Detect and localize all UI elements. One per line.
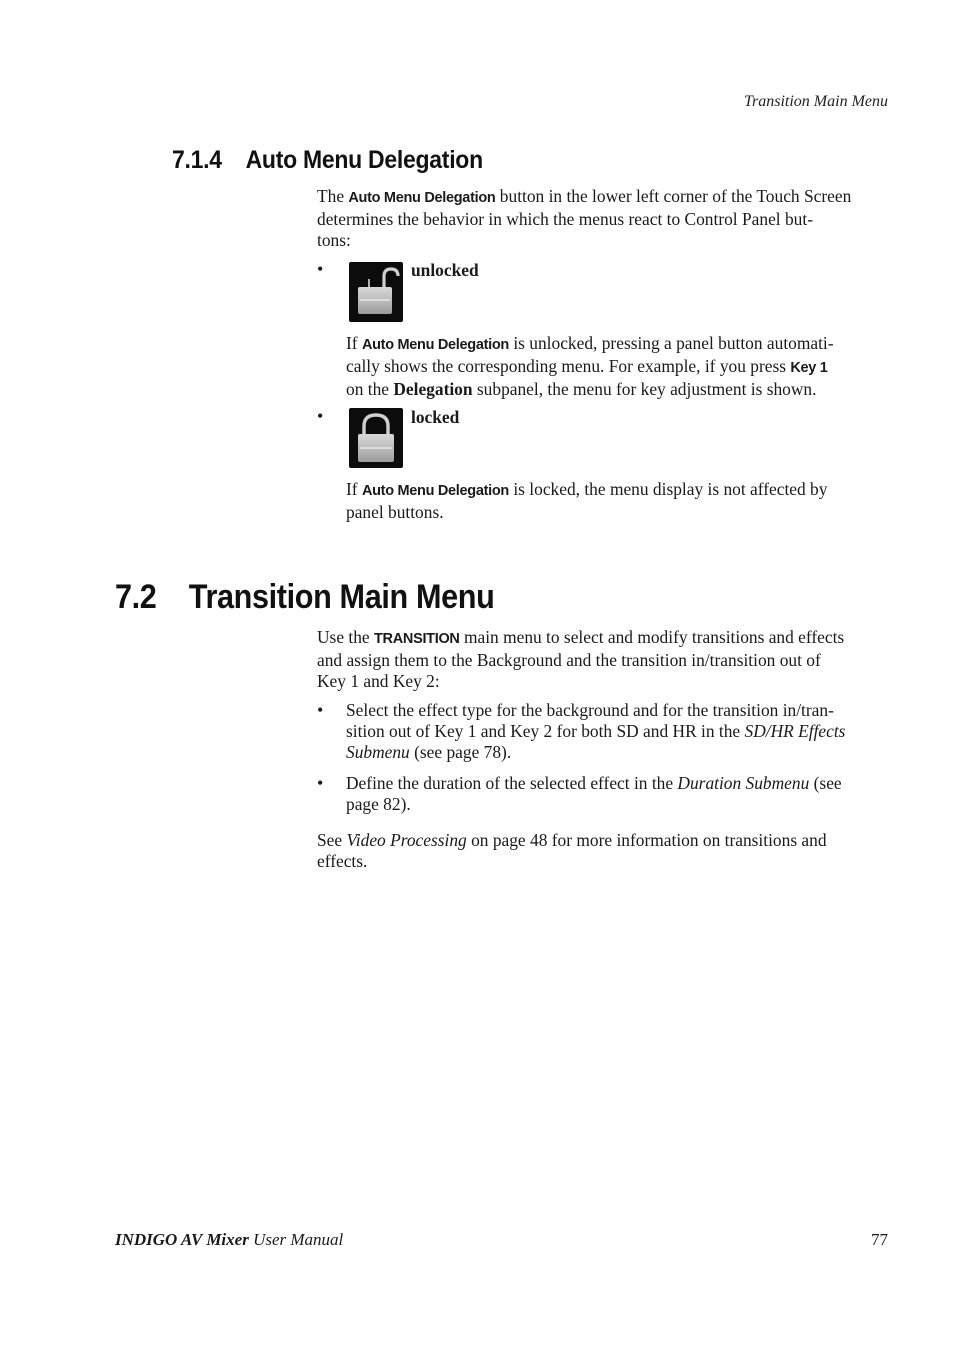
running-head: Transition Main Menu bbox=[743, 93, 888, 110]
bullet: • bbox=[317, 259, 324, 279]
ui-term: Auto Menu Delegation bbox=[361, 337, 509, 353]
section-heading-7-2 bbox=[115, 578, 494, 617]
section-number: 7.1.4 bbox=[172, 146, 222, 174]
intro-paragraph: The Auto Menu Delegation button in the lower left corner of the Touch Screen determines the behavior in which the menus react to Control Panel but- tons: bbox=[317, 186, 852, 250]
bullet: • bbox=[317, 773, 324, 793]
unlocked-padlock-icon bbox=[349, 262, 403, 322]
locked-padlock-icon bbox=[349, 408, 403, 468]
see-also-paragraph: See Video Processing on page 48 for more information on transitions and effects. bbox=[317, 830, 827, 871]
ui-term: Auto Menu Delegation bbox=[348, 190, 496, 206]
section-heading-7-1-4 bbox=[172, 146, 483, 175]
unlocked-description: If Auto Menu Delegation is unlocked, pressing a panel button automati- cally shows the corresponding menu. For example, if you press Key 1 on the Delegation subpanel, the menu for key adjustment is shown. bbox=[346, 333, 834, 399]
page-number: 77 bbox=[871, 1230, 888, 1249]
section-number: 7.2 bbox=[115, 578, 157, 616]
unlocked-label: unlocked bbox=[411, 260, 479, 280]
locked-label: locked bbox=[411, 407, 460, 427]
ui-term: Auto Menu Delegation bbox=[361, 483, 509, 499]
ui-term: Key 1 bbox=[790, 360, 828, 376]
list-item: Define the duration of the selected effect in the Duration Submenu (see page 82). bbox=[346, 773, 842, 814]
ui-term: TRANSITION bbox=[374, 631, 460, 647]
section-title: Transition Main Menu bbox=[188, 578, 495, 616]
locked-description: If Auto Menu Delegation is locked, the menu display is not affected by panel buttons. bbox=[346, 479, 828, 522]
section-title: Auto Menu Delegation bbox=[245, 146, 483, 174]
transition-intro-paragraph: Use the TRANSITION main menu to select and modify transitions and effects and assign them to the Background and the transition in/transition out of Key 1 and Key 2: bbox=[317, 627, 845, 691]
bullet: • bbox=[317, 406, 324, 426]
list-item: Select the effect type for the background and for the transition in/tran- sition out of Key 1 and Key 2 for both SD and HR in the SD/HR Effects Submenu (see page 78). bbox=[346, 700, 846, 762]
footer-title: INDIGO AV Mixer User Manual bbox=[115, 1230, 344, 1249]
bullet: • bbox=[317, 700, 324, 720]
